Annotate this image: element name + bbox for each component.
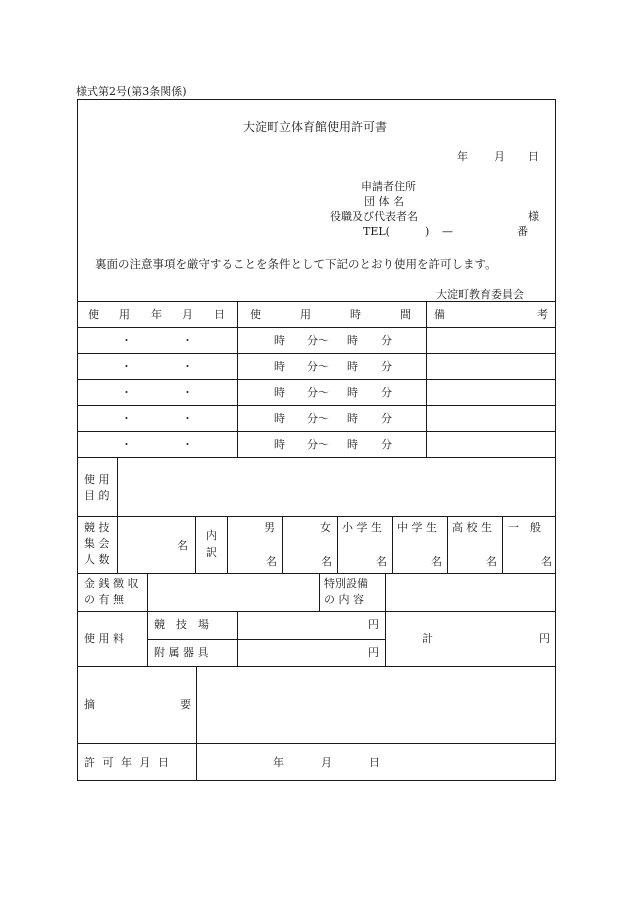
divider xyxy=(77,516,556,517)
attendance-label-line3: 人 数 xyxy=(84,553,110,566)
divider xyxy=(147,573,148,611)
divider xyxy=(77,743,556,744)
attendance-label-line1: 競 技 xyxy=(84,521,110,534)
end-minute: 分 xyxy=(381,438,392,451)
fee-total-label: 計 xyxy=(422,632,433,645)
male-unit: 名 xyxy=(266,555,277,568)
end-hour: 時 xyxy=(347,360,358,373)
money-collection-label-line2: の 有 無 xyxy=(84,593,124,606)
divider xyxy=(237,611,238,666)
fee-label: 使 用 料 xyxy=(84,632,124,645)
header-date-char: 日 xyxy=(214,308,225,321)
divider xyxy=(77,327,556,328)
special-equipment-label-line1: 特別設備 xyxy=(324,577,368,590)
issuer-name: 大淀町教育委員会 xyxy=(436,288,524,301)
tel-number-label: 番 xyxy=(517,225,528,238)
header-note-char: 考 xyxy=(537,308,548,321)
permit-month-label: 月 xyxy=(321,756,332,769)
honorific-label: 様 xyxy=(528,210,539,223)
page-title: 大淀町立体育館使用許可書 xyxy=(242,120,387,134)
start-minute: 分〜 xyxy=(307,386,329,399)
applicant-address-label: 申請者住所 xyxy=(361,180,416,193)
divider xyxy=(196,666,197,781)
end-minute: 分 xyxy=(381,386,392,399)
header-time-char: 間 xyxy=(400,308,411,321)
header-time-char: 時 xyxy=(350,308,361,321)
permission-statement: 裏面の注意事項を厳守することを条件として下記のとおり使用を許可します。 xyxy=(95,257,497,271)
applicant-org-label: 団 体 名 xyxy=(364,195,404,208)
permit-day-label: 日 xyxy=(369,756,380,769)
issue-month-label: 月 xyxy=(494,150,505,163)
issue-day-label: 日 xyxy=(528,150,539,163)
tel-close: ) xyxy=(425,225,430,238)
header-time-char: 用 xyxy=(300,308,311,321)
junior-high-label: 中 学 生 xyxy=(397,521,437,534)
start-minute: 分〜 xyxy=(307,438,329,451)
date-separator: ・ xyxy=(182,438,193,451)
end-hour: 時 xyxy=(347,334,358,347)
divider xyxy=(337,516,338,573)
start-hour: 時 xyxy=(274,334,285,347)
divider xyxy=(319,573,320,611)
end-hour: 時 xyxy=(347,438,358,451)
venue-fee-label: 競 技 場 xyxy=(154,618,209,631)
header-date-char: 使 xyxy=(88,308,99,321)
purpose-label-line2: 目 的 xyxy=(84,489,110,502)
attendance-total-unit: 名 xyxy=(177,539,188,552)
divider xyxy=(227,516,228,573)
divider xyxy=(237,301,238,457)
header-note-char: 備 xyxy=(434,308,445,321)
divider xyxy=(385,611,386,666)
date-separator: ・ xyxy=(182,360,193,373)
male-label: 男 xyxy=(264,521,275,534)
start-minute: 分〜 xyxy=(307,412,329,425)
date-separator: ・ xyxy=(121,438,132,451)
venue-fee-yen: 円 xyxy=(368,618,379,631)
junior-high-unit: 名 xyxy=(431,555,442,568)
date-separator: ・ xyxy=(121,334,132,347)
elementary-label: 小 学 生 xyxy=(342,521,382,534)
high-school-label: 高 校 生 xyxy=(452,521,492,534)
summary-label-char2: 要 xyxy=(180,698,191,711)
divider xyxy=(77,353,556,354)
start-hour: 時 xyxy=(274,438,285,451)
female-unit: 名 xyxy=(321,555,332,568)
date-separator: ・ xyxy=(182,334,193,347)
header-date-char: 用 xyxy=(119,308,130,321)
divider xyxy=(147,639,385,640)
attendance-label-line2: 集 会 xyxy=(84,537,110,550)
divider xyxy=(77,457,556,458)
general-label: 一 般 xyxy=(508,521,541,534)
issue-year-label: 年 xyxy=(457,150,468,163)
header-time-char: 使 xyxy=(250,308,261,321)
date-separator: ・ xyxy=(121,412,132,425)
header-date-char: 年 xyxy=(151,308,162,321)
general-unit: 名 xyxy=(541,555,552,568)
divider xyxy=(426,301,427,457)
date-separator: ・ xyxy=(182,386,193,399)
money-collection-label-line1: 金 銭 徴 収 xyxy=(84,577,139,590)
divider xyxy=(77,611,556,612)
header-date-char: 月 xyxy=(182,308,193,321)
end-hour: 時 xyxy=(347,386,358,399)
start-hour: 時 xyxy=(274,386,285,399)
date-separator: ・ xyxy=(121,360,132,373)
divider xyxy=(77,301,556,302)
divider xyxy=(147,611,148,666)
divider xyxy=(117,516,118,573)
end-minute: 分 xyxy=(381,412,392,425)
end-minute: 分 xyxy=(381,360,392,373)
high-school-unit: 名 xyxy=(486,555,497,568)
start-hour: 時 xyxy=(274,360,285,373)
elementary-unit: 名 xyxy=(376,555,387,568)
divider xyxy=(385,573,386,611)
form-number: 様式第2号(第3条関係) xyxy=(76,85,187,98)
start-minute: 分〜 xyxy=(307,334,329,347)
start-minute: 分〜 xyxy=(307,360,329,373)
divider xyxy=(447,516,448,573)
divider xyxy=(117,457,118,516)
divider xyxy=(77,405,556,406)
fee-total-yen: 円 xyxy=(539,632,550,645)
divider xyxy=(77,666,556,667)
start-hour: 時 xyxy=(274,412,285,425)
date-separator: ・ xyxy=(121,386,132,399)
end-minute: 分 xyxy=(381,334,392,347)
divider xyxy=(77,379,556,380)
breakdown-label-2: 訳 xyxy=(206,546,217,559)
date-separator: ・ xyxy=(182,412,193,425)
applicant-rep-label: 役職及び代表者名 xyxy=(330,210,418,223)
summary-label-char1: 摘 xyxy=(84,698,95,711)
equipment-fee-yen: 円 xyxy=(368,646,379,659)
end-hour: 時 xyxy=(347,412,358,425)
divider xyxy=(392,516,393,573)
permit-date-label: 許 可 年 月 日 xyxy=(84,756,169,769)
divider xyxy=(502,516,503,573)
female-label: 女 xyxy=(320,521,331,534)
equipment-fee-label: 附 属 器 具 xyxy=(154,646,209,659)
purpose-label-line1: 使 用 xyxy=(84,473,110,486)
special-equipment-label-line2: の 内 容 xyxy=(324,593,364,606)
divider xyxy=(77,573,556,574)
tel-dash: — xyxy=(442,225,453,238)
divider xyxy=(195,516,196,573)
tel-label: TEL( xyxy=(363,225,390,238)
divider xyxy=(77,431,556,432)
permit-year-label: 年 xyxy=(273,756,284,769)
divider xyxy=(282,516,283,573)
breakdown-label-1: 内 xyxy=(206,529,217,542)
